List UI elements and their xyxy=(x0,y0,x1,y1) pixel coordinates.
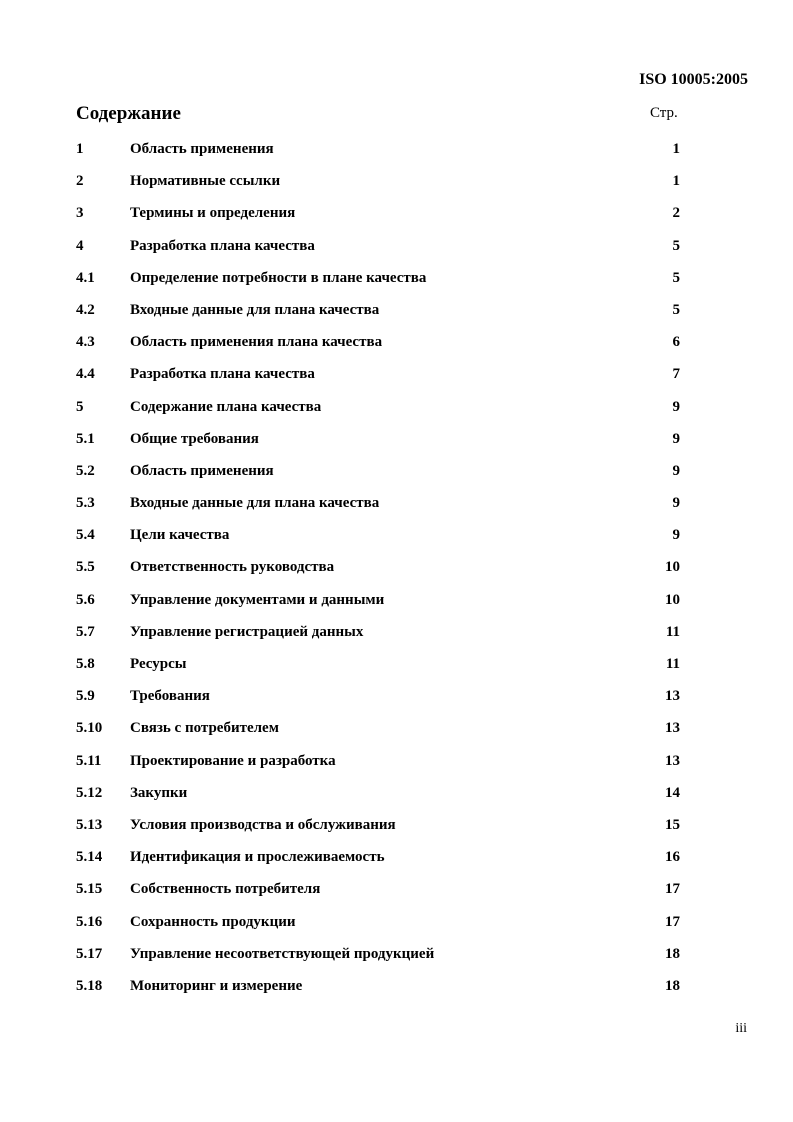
toc-entry-number: 1 xyxy=(76,141,84,157)
toc-entry-title: Связь с потребителем xyxy=(130,720,279,737)
toc-entry-number: 5.17 xyxy=(76,945,103,962)
toc-entry-page: 7 xyxy=(672,366,680,383)
toc-entry-number: 5.4 xyxy=(76,527,95,544)
toc-entry-number: 4 xyxy=(76,237,84,254)
toc-entry-title: Сохранность продукции xyxy=(130,913,296,930)
toc-title: Содержание xyxy=(76,103,181,124)
toc-entry-page: 11 xyxy=(665,623,680,640)
toc-entry-page: 9 xyxy=(672,462,680,479)
toc-entry-title: Ответственность руководства xyxy=(130,559,335,576)
toc-entry[interactable] xyxy=(0,554,793,586)
toc-entry-page: 5 xyxy=(672,301,680,318)
toc-entry-title: Управление несоответствующей продукцией xyxy=(130,945,435,962)
toc-entry-title: Область применения xyxy=(130,141,274,157)
page-number: iii xyxy=(735,1021,747,1036)
toc-entry[interactable] xyxy=(0,812,793,844)
toc-entry[interactable] xyxy=(0,297,793,329)
toc-entry-title: Входные данные для плана качества xyxy=(130,301,380,318)
toc-entry-title: Закупки xyxy=(130,784,188,801)
toc-entry-number: 5.16 xyxy=(76,913,103,930)
toc-entry-number: 5.15 xyxy=(76,881,103,898)
toc-entry-number: 4.2 xyxy=(76,301,95,318)
toc-entry[interactable] xyxy=(0,136,793,168)
toc-entry-page: 18 xyxy=(665,945,680,962)
toc-entry-title: Нормативные ссылки xyxy=(130,173,281,190)
toc-entry-page: 11 xyxy=(665,656,680,672)
toc-entry[interactable] xyxy=(0,426,793,458)
toc-entry-number: 5.3 xyxy=(76,495,95,512)
toc-entry[interactable] xyxy=(0,844,793,876)
toc-entry-page: 5 xyxy=(672,237,680,254)
toc-entry-number: 5 xyxy=(76,398,84,415)
toc-entry[interactable] xyxy=(0,329,793,361)
toc-entry-title: Управление документами и данными xyxy=(130,591,385,608)
toc-entry[interactable] xyxy=(0,748,793,780)
toc-entry-title: Мониторинг и измерение xyxy=(130,977,303,994)
toc-entry-page: 13 xyxy=(665,752,680,769)
toc-entry[interactable] xyxy=(0,973,793,1005)
toc-entry-number: 5.13 xyxy=(76,816,103,833)
toc-entry-page: 9 xyxy=(672,495,680,512)
toc-entry-page: 17 xyxy=(665,881,680,898)
toc-entry-number: 2 xyxy=(76,173,84,190)
toc-entry-title: Содержание плана качества xyxy=(130,398,322,415)
toc-entry[interactable] xyxy=(0,522,793,554)
toc-entry-number: 4.4 xyxy=(76,366,95,383)
toc-entry-page: 10 xyxy=(665,591,680,608)
toc-entry-page: 15 xyxy=(665,816,680,833)
toc-entry[interactable] xyxy=(0,715,793,747)
toc-entry-number: 5.14 xyxy=(76,849,103,866)
toc-entry-title: Область применения плана качества xyxy=(130,334,383,351)
toc-entry-title: Разработка плана качества xyxy=(130,237,315,254)
toc-entry-title: Собственность потребителя xyxy=(130,881,321,898)
toc-entry-number: 5.2 xyxy=(76,462,95,479)
toc-entry-number: 5.11 xyxy=(76,752,102,769)
toc-entry-title: Проектирование и разработка xyxy=(130,752,336,769)
toc-entry[interactable] xyxy=(0,200,793,232)
toc-entry[interactable] xyxy=(0,941,793,973)
toc-entry-title: Термины и определения xyxy=(130,205,296,222)
toc-entry[interactable] xyxy=(0,651,793,683)
toc-entry-title: Идентификация и прослеживаемость xyxy=(130,849,385,866)
document-id: ISO 10005:2005 xyxy=(639,71,748,88)
toc-entry[interactable] xyxy=(0,909,793,941)
toc-entry-number: 5.7 xyxy=(76,623,95,640)
toc-entry[interactable] xyxy=(0,876,793,908)
toc-entry[interactable] xyxy=(0,619,793,651)
toc-entry-page: 1 xyxy=(672,141,680,157)
toc-entry-title: Входные данные для плана качества xyxy=(130,495,380,512)
toc-entry-number: 4.3 xyxy=(76,334,95,351)
toc-entry-page: 13 xyxy=(665,688,680,705)
toc-entry-number: 5.12 xyxy=(76,784,103,801)
toc-entry-title: Условия производства и обслуживания xyxy=(130,816,396,833)
toc-entry-page: 16 xyxy=(665,849,680,866)
toc-entry-page: 9 xyxy=(672,398,680,415)
toc-entry-title: Цели качества xyxy=(130,527,230,544)
toc-entry[interactable] xyxy=(0,168,793,200)
toc-entry-number: 5.1 xyxy=(76,430,95,447)
toc-entry-number: 5.5 xyxy=(76,559,95,576)
toc-entry-number: 5.18 xyxy=(76,977,103,994)
toc-entry-page: 18 xyxy=(665,977,680,994)
toc-entry-title: Область применения xyxy=(130,462,274,479)
toc-entry-page: 13 xyxy=(665,720,680,737)
toc-entry[interactable] xyxy=(0,458,793,490)
toc-entry[interactable] xyxy=(0,265,793,297)
toc-entry-title: Разработка плана качества xyxy=(130,366,315,383)
toc-entry-number: 3 xyxy=(76,205,84,222)
toc-entry[interactable] xyxy=(0,394,793,426)
toc-entry-number: 5.6 xyxy=(76,591,95,608)
toc-entry-page: 9 xyxy=(672,527,680,544)
toc-entry-number: 4.1 xyxy=(76,269,95,286)
toc-entry-title: Определение потребности в плане качества xyxy=(130,269,427,286)
page-column-label: Стр. xyxy=(650,105,678,121)
toc-entry-page: 2 xyxy=(672,205,680,222)
toc-entry-title: Ресурсы xyxy=(130,656,187,672)
toc-entry-number: 5.8 xyxy=(76,656,95,672)
toc-entry[interactable] xyxy=(0,683,793,715)
toc-entry-number: 5.9 xyxy=(76,688,95,705)
toc-entry-page: 10 xyxy=(665,559,680,576)
toc-entry-page: 1 xyxy=(672,173,680,190)
toc-entry[interactable] xyxy=(0,490,793,522)
toc-entry-page: 17 xyxy=(665,913,680,930)
toc-entry-page: 9 xyxy=(672,430,680,447)
toc-entry-page: 6 xyxy=(672,334,680,351)
table-of-contents xyxy=(0,136,793,1005)
toc-entry[interactable] xyxy=(0,361,793,393)
toc-entry-title: Общие требования xyxy=(130,430,259,447)
toc-entry[interactable] xyxy=(0,233,793,265)
toc-entry-page: 5 xyxy=(672,269,680,286)
toc-entry[interactable] xyxy=(0,780,793,812)
toc-entry-title: Требования xyxy=(130,688,210,705)
toc-entry[interactable] xyxy=(0,587,793,619)
toc-entry-title: Управление регистрацией данных xyxy=(130,623,364,640)
toc-entry-number: 5.10 xyxy=(76,720,103,737)
toc-entry-page: 14 xyxy=(665,784,680,801)
